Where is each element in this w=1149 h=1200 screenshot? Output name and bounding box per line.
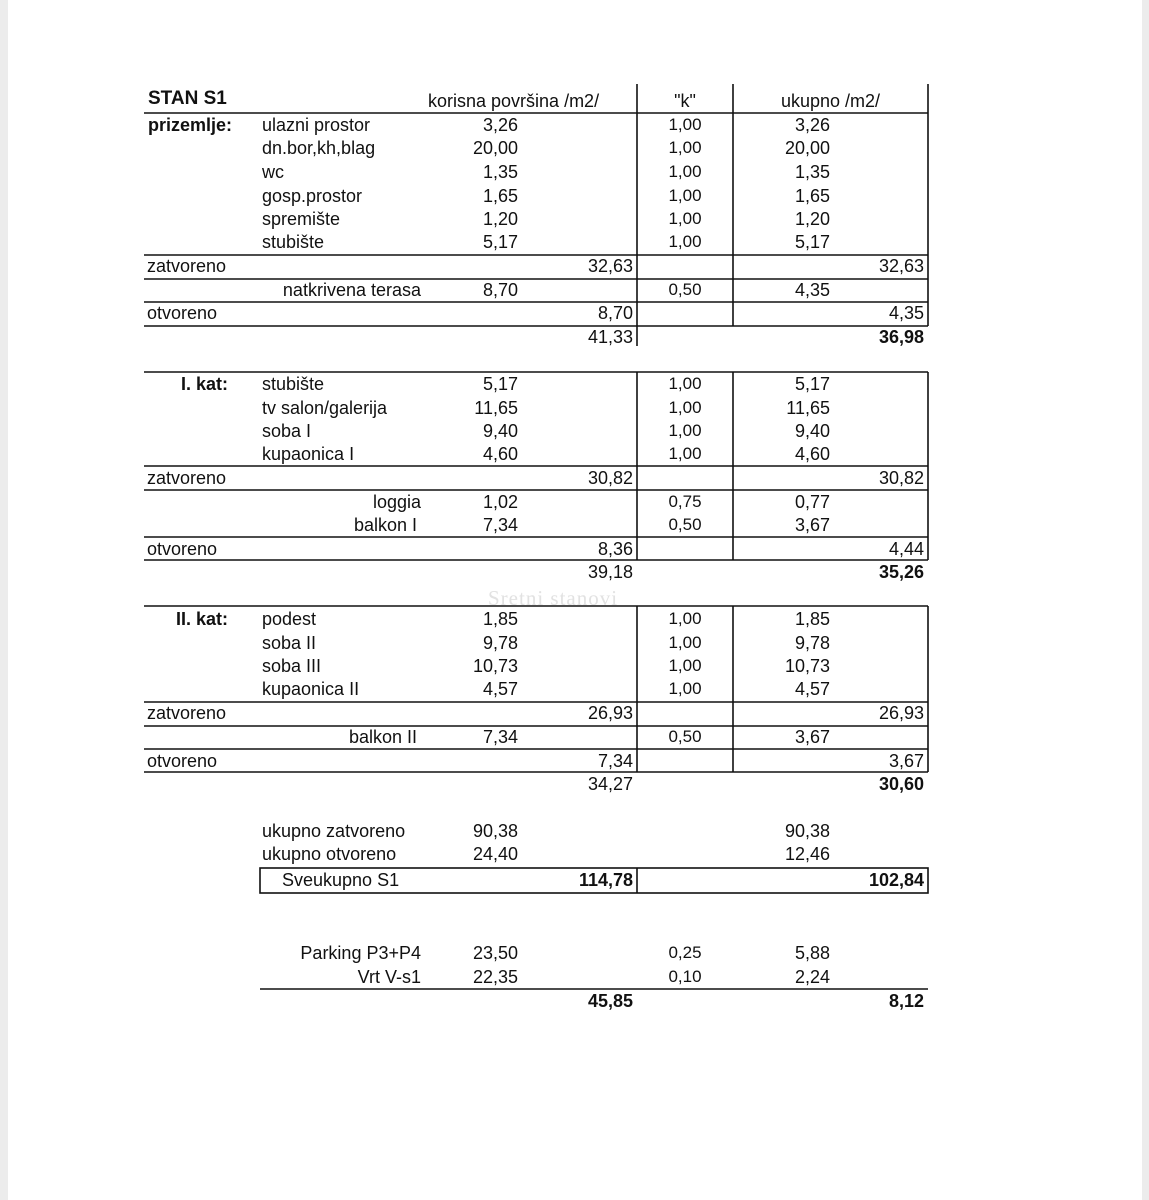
section-label-i-kat: I. kat: (180, 374, 228, 394)
open-label: otvoreno (147, 539, 218, 559)
room-total: 4,57 (794, 679, 830, 699)
room-total: 4,60 (794, 444, 830, 464)
room-total: 5,17 (794, 374, 830, 394)
room-k: 1,00 (668, 115, 702, 134)
section-area-sum: 39,18 (587, 562, 633, 582)
open-room-area: 1,02 (482, 492, 518, 512)
room-name: kupaonica I (262, 444, 355, 464)
section-total-sum: 35,26 (878, 562, 924, 582)
room-name: wc (262, 162, 284, 182)
room-total: 10,73 (784, 656, 830, 676)
room-total: 20,00 (784, 138, 830, 158)
section-total-sum: 30,60 (878, 774, 924, 794)
extras-total-sum: 8,12 (888, 991, 924, 1011)
room-k: 1,00 (668, 609, 702, 628)
room-area: 1,65 (482, 186, 518, 206)
room-total: 3,26 (794, 115, 830, 135)
open-room-name: natkrivena terasa (282, 280, 421, 300)
open-room-area: 7,34 (482, 727, 518, 747)
room-k: 1,00 (668, 633, 702, 652)
room-area: 1,85 (482, 609, 518, 629)
room-name: stubište (262, 232, 325, 252)
extra-item-name: Parking P3+P4 (300, 943, 421, 963)
header-korisna-povrsina: korisna površina /m2/ (428, 91, 600, 111)
room-area: 11,65 (474, 398, 518, 418)
open-room-area: 7,34 (482, 515, 518, 535)
room-total: 1,85 (794, 609, 830, 629)
closed-total-sum: 32,63 (878, 256, 924, 276)
room-total: 9,78 (794, 633, 830, 653)
room-area: 4,57 (482, 679, 518, 699)
room-k: 1,00 (668, 162, 702, 181)
header-k: "k" (674, 91, 696, 111)
room-area: 4,60 (482, 444, 518, 464)
header-ukupno: ukupno /m2/ (780, 91, 881, 111)
room-k: 1,00 (668, 656, 702, 675)
room-total: 1,20 (794, 209, 830, 229)
extra-item-k: 0,25 (668, 943, 702, 962)
open-room-total: 0,77 (794, 492, 830, 512)
open-area-sum: 7,34 (597, 751, 633, 771)
room-k: 1,00 (668, 398, 702, 417)
room-total: 1,65 (794, 186, 830, 206)
closed-total-sum: 30,82 (878, 468, 924, 488)
room-k: 1,00 (668, 679, 702, 698)
watermark: Sretni stanovi (488, 586, 619, 610)
open-label: otvoreno (147, 751, 218, 771)
summary-closed-total: 90,38 (784, 821, 830, 841)
closed-label: zatvoreno (147, 468, 227, 488)
section-area-sum: 34,27 (587, 774, 633, 794)
room-k: 1,00 (668, 374, 702, 393)
extra-item-total: 2,24 (794, 967, 830, 987)
room-name: soba II (262, 633, 317, 653)
room-total: 5,17 (794, 232, 830, 252)
summary-open-total: 12,46 (784, 844, 830, 864)
room-area: 9,40 (482, 421, 518, 441)
room-area: 9,78 (482, 633, 518, 653)
open-label: otvoreno (147, 303, 218, 323)
room-area: 3,26 (482, 115, 518, 135)
room-name: dn.bor,kh,blag (262, 138, 376, 158)
room-k: 1,00 (668, 186, 702, 205)
open-room-area: 8,70 (482, 280, 518, 300)
document-title: STAN S1 (148, 88, 227, 109)
summary-open-label: ukupno otvoreno (262, 844, 397, 864)
room-name: spremište (262, 209, 341, 229)
extra-item-area: 23,50 (472, 943, 518, 963)
closed-area-sum: 30,82 (587, 468, 633, 488)
open-room-total: 4,35 (794, 280, 830, 300)
room-name: soba III (262, 656, 322, 676)
open-total-sum: 4,44 (888, 539, 924, 559)
room-name: stubište (262, 374, 325, 394)
open-room-name: balkon II (348, 727, 417, 747)
closed-area-sum: 32,63 (587, 256, 633, 276)
room-total: 11,65 (786, 398, 830, 418)
extra-item-name: Vrt V-s1 (357, 967, 421, 987)
open-room-k: 0,50 (668, 727, 702, 746)
room-area: 1,35 (482, 162, 518, 182)
open-room-total: 3,67 (794, 515, 830, 535)
room-name: podest (262, 609, 317, 629)
room-name: gosp.prostor (262, 186, 363, 206)
room-area: 5,17 (482, 232, 518, 252)
open-room-k: 0,50 (668, 280, 702, 299)
closed-total-sum: 26,93 (878, 703, 924, 723)
extra-item-total: 5,88 (794, 943, 830, 963)
room-k: 1,00 (668, 232, 702, 251)
open-room-k: 0,75 (668, 492, 702, 511)
grand-total-sum: 102,84 (868, 870, 924, 890)
extras-area-sum: 45,85 (587, 991, 633, 1011)
section-label-ii-kat: II. kat: (175, 609, 228, 629)
summary-closed-area: 90,38 (472, 821, 518, 841)
room-name: soba I (262, 421, 312, 441)
room-k: 1,00 (668, 421, 702, 440)
grand-total-area: 114,78 (578, 870, 633, 890)
open-room-name: balkon I (353, 515, 417, 535)
room-total: 9,40 (794, 421, 830, 441)
room-k: 1,00 (668, 444, 702, 463)
open-area-sum: 8,36 (597, 539, 633, 559)
closed-label: zatvoreno (147, 256, 227, 276)
open-room-k: 0,50 (668, 515, 702, 534)
room-name: tv salon/galerija (262, 398, 388, 418)
room-name: ulazni prostor (262, 115, 371, 135)
closed-label: zatvoreno (147, 703, 227, 723)
open-total-sum: 3,67 (888, 751, 924, 771)
open-room-total: 3,67 (794, 727, 830, 747)
document-page (8, 0, 1142, 1200)
open-room-name: loggia (372, 492, 421, 512)
room-area: 20,00 (472, 138, 518, 158)
room-area: 10,73 (472, 656, 518, 676)
section-area-sum: 41,33 (587, 327, 633, 347)
extra-item-area: 22,35 (472, 967, 518, 987)
room-name: kupaonica II (262, 679, 360, 699)
room-k: 1,00 (668, 138, 702, 157)
summary-open-area: 24,40 (472, 844, 518, 864)
open-total-sum: 4,35 (888, 303, 924, 323)
summary-closed-label: ukupno zatvoreno (262, 821, 406, 841)
room-k: 1,00 (668, 209, 702, 228)
extra-item-k: 0,10 (668, 967, 702, 986)
section-total-sum: 36,98 (878, 327, 924, 347)
open-area-sum: 8,70 (597, 303, 633, 323)
room-total: 1,35 (794, 162, 830, 182)
room-area: 1,20 (482, 209, 518, 229)
room-area: 5,17 (482, 374, 518, 394)
closed-area-sum: 26,93 (587, 703, 633, 723)
grand-total-label: Sveukupno S1 (282, 870, 400, 890)
section-label-prizemlje: prizemlje: (148, 115, 233, 135)
